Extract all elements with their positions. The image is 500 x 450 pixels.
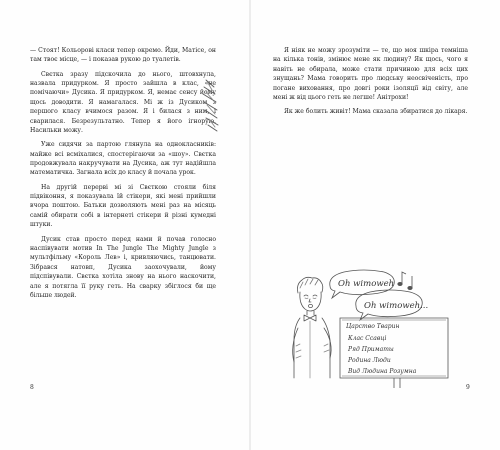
sign-label: Ряд Приматы (348, 346, 394, 353)
paragraph: Уже сидячи за партою глянула на однокласників: майже всі всміхалися, спостерігаючи за «шоу». Свєтка продовжувала накручувати на Дусика, аж тут надійшла математичка. Загнала всіх до класу й почала урок. (30, 141, 216, 177)
sign-label: Вид Людина Розумна (348, 368, 417, 375)
sign-labels (346, 323, 417, 375)
sign-label: Клас Ссавці (348, 335, 387, 342)
sign-label: Царство Тварин (346, 323, 400, 330)
sign-label: Родина Люди (348, 357, 391, 364)
left-page-text (30, 46, 216, 300)
paragraph: На другій перерві мі зі Свєткою стояли біля підвіконня, я показувала їй стікери, які мені прийшли вчора поштою. Батьки дозволяють мені раз на місяць самій обирати собі в інтернеті стікери й різні кумедні штуки. (30, 183, 216, 229)
paragraph: Дусик став просто перед нами й почав голосно наспівувати мотив In The Jungle The Mighty Jungle з мультфільму «Король Лев» і, кривляючись, танцювати. Зібрався натовп, Дусика заохочували, йому підспівували. Свєтка хотіла знову на нього наскочити, але я потягла її руку геть. На сварку збіглося би ще більше людей. (30, 235, 216, 299)
paragraph: Як же болить живіт! Мама сказала збиратися до лікаря. (284, 108, 468, 116)
speech-text-2: Oh wimoweh... (364, 301, 429, 311)
boy-figure (293, 277, 331, 378)
pencil-illustration (272, 228, 472, 388)
right-page-text (273, 46, 468, 117)
scribble-illustration (196, 78, 226, 148)
paragraph: — Стоят! Кольорові класи тепер окремо. Йди, Матісе, он там твоє місце, — і показав рукою до туалетів. (30, 47, 216, 64)
page-number-left: 8 (30, 384, 34, 391)
speech-bubble-1 (330, 270, 395, 298)
music-notes-icon (398, 272, 412, 290)
left-page (0, 0, 249, 450)
speech-text-1: Oh wimoweh (338, 279, 395, 289)
paragraph: Я ніяк не можу зрозуміти — те, що моя шкіра темніша на кілька тонів, змінює мене як людину? Як щось, чого я навіть не обирала, може стати причиною для всіх цих знущань? Мама говорить про людську неосвіченість, про погане виховання, про довгі роки ізоляції від світу, але мені ж від цього геть не легше! Анітрохи! (273, 47, 468, 102)
page-number-right: 9 (466, 384, 470, 391)
paragraph: Свєтка зразу підскочила до нього, штовхнула, назвала придурком. Я просто зайшла в клас, «не помічаючи» Дусика. Я придурком. Я, немає сенсу йому щось доводити. Я намагалася. Мі ж із Дусиком з першого класу вчимося разом. Я і билася з ним, і сварилася. Безрезультатно. Тепер я його ігнорую. Насильки можу. (30, 70, 216, 135)
